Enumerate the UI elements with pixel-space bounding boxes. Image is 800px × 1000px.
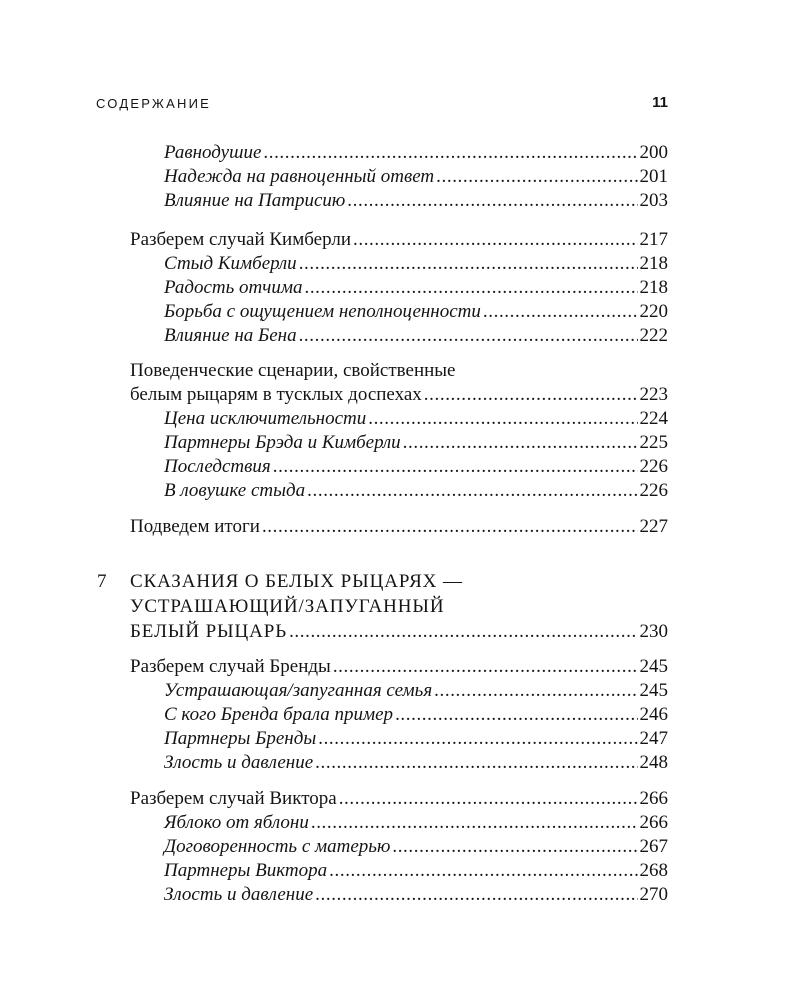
toc-entry <box>164 276 668 300</box>
toc-section-page: 223 <box>639 384 668 405</box>
toc-entry-page: 248 <box>639 752 668 773</box>
toc-section-page: 227 <box>639 516 668 537</box>
toc-entry-page: 224 <box>639 408 668 429</box>
toc-entry <box>164 455 668 479</box>
toc-entry-page: 246 <box>639 704 668 725</box>
toc-entry-title: Влияние на Бена <box>164 325 297 346</box>
toc-entry-title: Партнеры Брэда и Кимберли <box>164 432 401 453</box>
toc-entry <box>164 252 668 276</box>
dot-leader <box>315 883 637 907</box>
toc-entry-title: Злость и давление <box>164 752 314 773</box>
toc-section-title: Разберем случай Кимберли <box>130 229 351 250</box>
toc-section <box>130 655 668 679</box>
dot-leader <box>434 679 637 703</box>
toc-entry-title: Стыд Кимберли <box>164 253 297 274</box>
toc-chapter <box>130 620 668 644</box>
toc-entry-page: 247 <box>639 728 668 749</box>
dot-leader <box>307 479 637 503</box>
toc-section-title: Разберем случай Бренды <box>130 656 331 677</box>
toc-section-page: 266 <box>639 788 668 809</box>
toc-entry-title: Влияние на Патрисию <box>164 190 346 211</box>
toc-entry-page: 266 <box>639 812 668 833</box>
toc-entry-page: 218 <box>639 253 668 274</box>
toc-entry-title: Партнеры Бренды <box>164 728 317 749</box>
toc-entry-title: Равнодушие <box>164 142 262 163</box>
dot-leader <box>304 276 637 300</box>
dot-leader <box>333 655 638 679</box>
chapter-title: БЕЛЫЙ РЫЦАРЬ <box>130 621 288 642</box>
toc-entry-page: 245 <box>639 680 668 701</box>
toc-section-page: 245 <box>639 656 668 677</box>
dot-leader <box>329 859 637 883</box>
toc-entry <box>164 407 668 431</box>
dot-leader <box>299 324 638 348</box>
toc-entry <box>164 883 668 907</box>
toc-entry-page: 218 <box>639 277 668 298</box>
toc-entry-title: Договоренность с матерью <box>164 836 391 857</box>
page-number: 11 <box>652 94 668 111</box>
toc-section-title: Поведенческие сценарии, свойственные <box>130 360 456 381</box>
toc-entry <box>164 703 668 727</box>
toc-entry-title: Надежда на равноценный ответ <box>164 166 435 187</box>
toc-entry <box>164 679 668 703</box>
dot-leader <box>299 252 638 276</box>
dot-leader <box>318 727 637 751</box>
dot-leader <box>436 165 637 189</box>
toc-entry <box>164 479 668 503</box>
toc-section-title: Разберем случай Виктора <box>130 788 337 809</box>
toc-entry-page: 267 <box>639 836 668 857</box>
chapter-page: 230 <box>639 621 668 642</box>
toc-entry-title: Партнеры Виктора <box>164 860 328 881</box>
dot-leader <box>395 703 637 727</box>
toc-entry <box>164 431 668 455</box>
toc-entry-page: 226 <box>639 456 668 477</box>
toc-entry-page: 200 <box>639 142 668 163</box>
dot-leader <box>311 811 638 835</box>
dot-leader <box>263 141 637 165</box>
dot-leader <box>339 787 638 811</box>
chapter-title: УСТРАШАЮЩИЙ/ЗАПУГАННЫЙ <box>130 596 445 617</box>
toc-entry <box>164 165 668 189</box>
toc-entry <box>164 751 668 775</box>
toc-section <box>130 383 668 407</box>
toc-section-title: Подведем итоги <box>130 516 260 537</box>
toc-entry <box>164 811 668 835</box>
dot-leader <box>262 515 638 539</box>
toc-entry-page: 201 <box>639 166 668 187</box>
dot-leader <box>424 383 638 407</box>
toc-entry <box>164 835 668 859</box>
toc-entry-title: С кого Бренда брала пример <box>164 704 394 725</box>
dot-leader <box>483 300 638 324</box>
toc-entry-title: Борьба с ощущением неполноценности <box>164 301 481 322</box>
chapter-title: СКАЗАНИЯ О БЕЛЫХ РЫЦАРЯХ — <box>130 571 463 592</box>
toc-entry-title: Устрашающая/запуганная семья <box>164 680 433 701</box>
toc-entry-title: Злость и давление <box>164 884 314 905</box>
toc-entry-title: Последствия <box>164 456 271 477</box>
dot-leader <box>368 407 637 431</box>
toc-section <box>130 515 668 539</box>
toc-entry-title: Яблоко от яблони <box>164 812 309 833</box>
toc-entry <box>164 141 668 165</box>
toc-entry-page: 226 <box>639 480 668 501</box>
running-head: СОДЕРЖАНИЕ <box>96 96 212 111</box>
toc-section-page: 217 <box>639 229 668 250</box>
dot-leader <box>289 620 637 644</box>
toc-entry <box>164 324 668 348</box>
dot-leader <box>315 751 637 775</box>
chapter-number: 7 <box>97 571 107 592</box>
toc-entry <box>164 300 668 324</box>
toc-entry-title: Цена исключительности <box>164 408 367 429</box>
toc-entry-page: 222 <box>639 325 668 346</box>
toc-entry <box>164 859 668 883</box>
toc-entry-page: 225 <box>639 432 668 453</box>
dot-leader <box>392 835 637 859</box>
toc-entry <box>164 727 668 751</box>
toc-section <box>130 787 668 811</box>
toc-entry-page: 268 <box>639 860 668 881</box>
toc-section <box>130 228 668 252</box>
dot-leader <box>273 455 638 479</box>
dot-leader <box>353 228 638 252</box>
toc-entry-page: 203 <box>639 190 668 211</box>
dot-leader <box>403 431 638 455</box>
toc-entry <box>164 189 668 213</box>
dot-leader <box>347 189 637 213</box>
toc-section-title: белым рыцарям в тусклых доспехах <box>130 384 422 405</box>
toc-entry-page: 220 <box>639 301 668 322</box>
toc-entry-title: Радость отчима <box>164 277 303 298</box>
toc-entry-page: 270 <box>639 884 668 905</box>
toc-entry-title: В ловушке стыда <box>164 480 306 501</box>
